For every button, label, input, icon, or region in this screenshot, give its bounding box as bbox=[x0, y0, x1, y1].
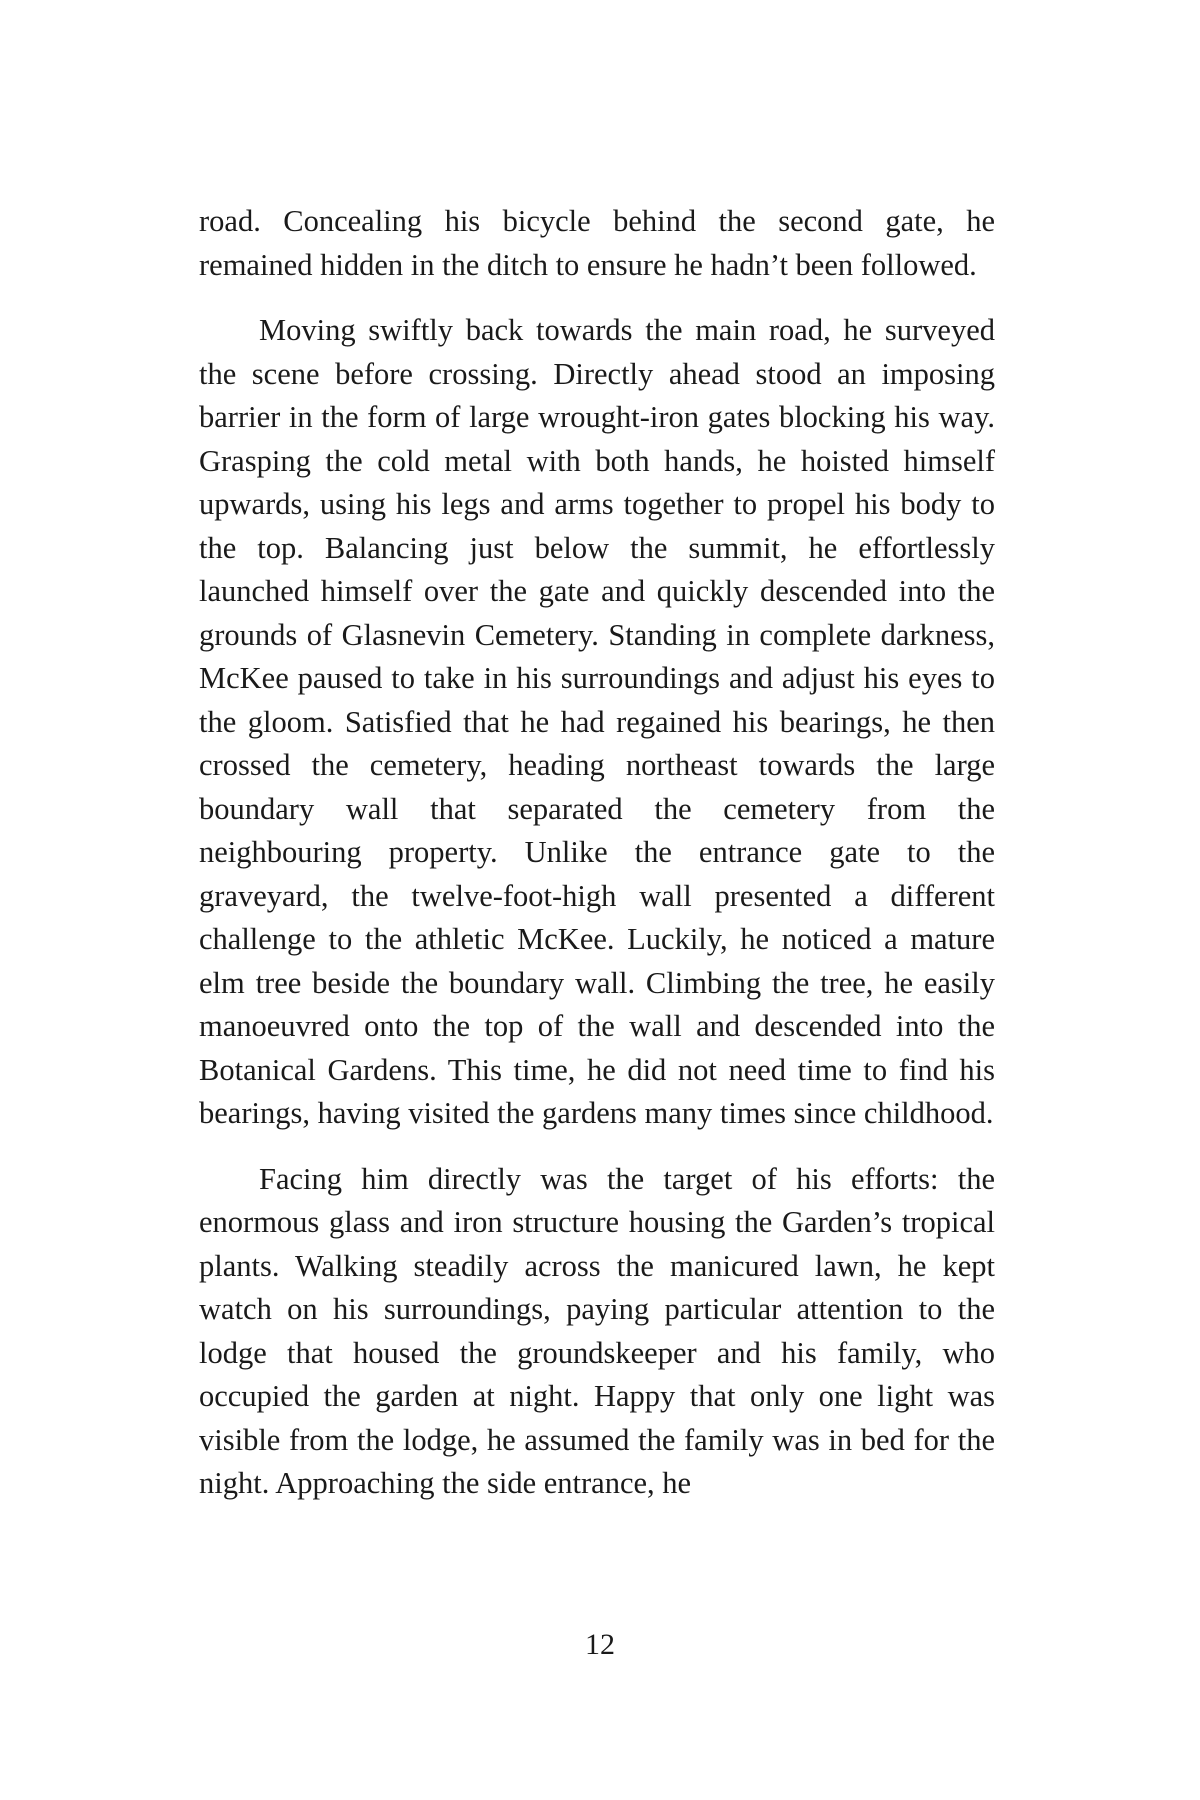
body-text bbox=[199, 200, 995, 1506]
page-number: 12 bbox=[585, 1628, 615, 1661]
paragraph-1: road. Concealing his bicycle behind the second gate, he remained hidden in the ditch to ensure he hadn’t been followed. bbox=[199, 204, 995, 282]
paragraph-2: Moving swiftly back towards the main road, he surveyed the scene before crossing. Directly ahead stood an imposing barrier in the form of large wrought-iron gates blocking his way. Grasping the cold metal with both hands, he hoisted himself upwards, using his legs and arms together to propel his body to the top. Balancing just below the summit, he effortlessly launched himself over the gate and quickly descended into the grounds of Glasnevin Cemetery. Standing in complete darkness, McKee paused to take in his surroundings and adjust his eyes to the gloom. Satisfied that he had regained his bearings, he then crossed the cemetery, heading northeast towards the large boundary wall that separated the cemetery from the neighbouring property. Unlike the entrance gate to the graveyard, the twelve-foot-high wall presented a different challenge to the athletic McKee. Luckily, he noticed a mature elm tree beside the boundary wall. Climbing the tree, he easily manoeuvred onto the top of the wall and descended into the Botanical Gardens. This time, he did not need time to find his bearings, having visited the gardens many times since childhood. bbox=[199, 313, 995, 1130]
paragraph-3: Facing him directly was the target of his efforts: the enormous glass and iron structure housing the Garden’s tropical plants. Walking steadily across the manicured lawn, he kept watch on his surroundings, paying particular attention to the lodge that housed the groundskeeper and his family, who occupied the garden at night. Happy that only one light was visible from the lodge, he assumed the family was in bed for the night. Approaching the side entrance, he bbox=[199, 1161, 995, 1500]
